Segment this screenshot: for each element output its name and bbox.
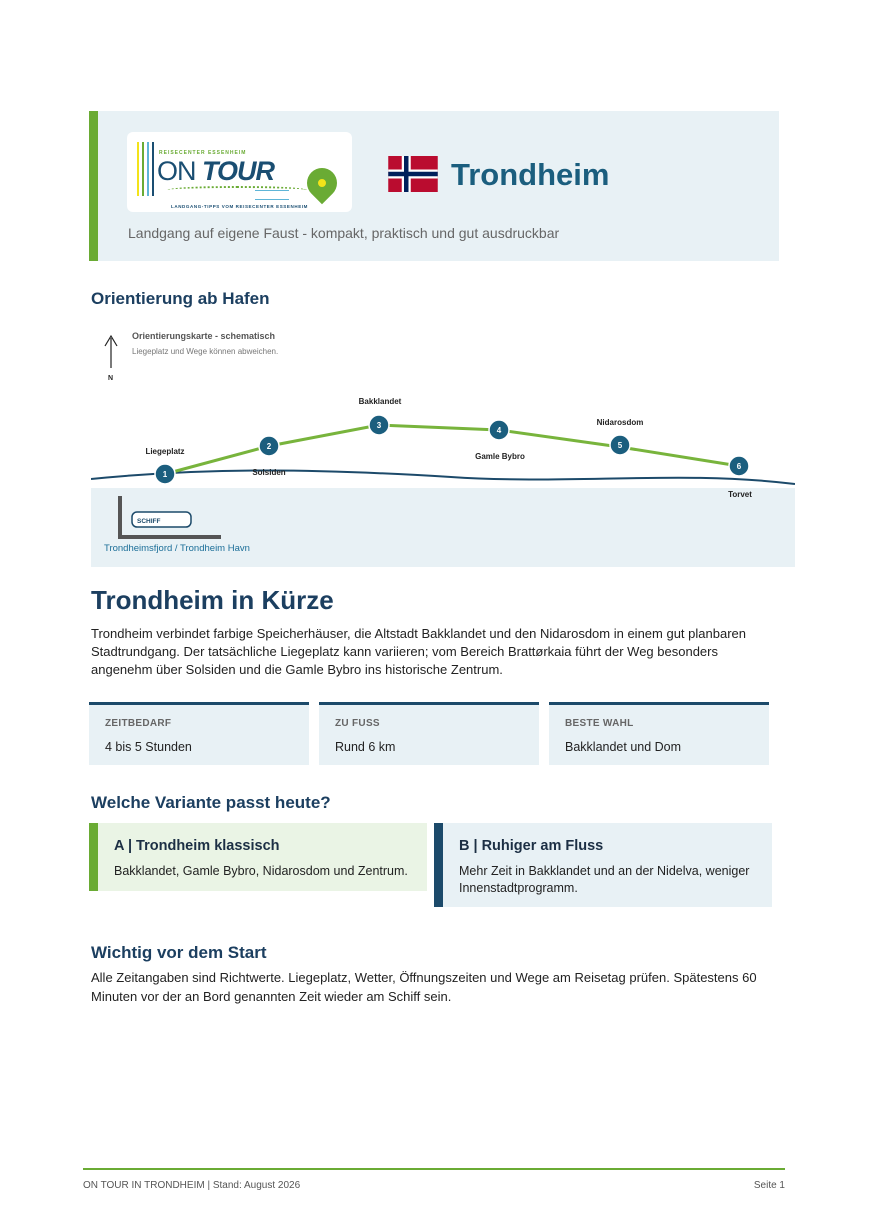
header-panel <box>89 111 779 261</box>
header-subtitle: Landgang auf eigene Faust - kompakt, praktisch und gut ausdruckbar <box>128 225 560 241</box>
stat-value: Rund 6 km <box>335 740 396 754</box>
map-stop-4 <box>489 420 509 440</box>
logo-waves <box>255 190 289 200</box>
svg-text:4: 4 <box>496 426 502 435</box>
stop-label-3: Bakklandet <box>358 397 402 406</box>
stat-value: Bakklandet und Dom <box>565 740 682 754</box>
important-heading: Wichtig vor dem Start <box>91 943 267 962</box>
stop-label-6: Torvet <box>728 490 752 499</box>
ship-label: SCHIFF <box>137 518 161 525</box>
north-label: N <box>108 375 114 382</box>
orientation-heading: Orientierung ab Hafen <box>91 289 270 308</box>
logo-stripes <box>137 142 157 196</box>
footer-left-text: ON TOUR IN TRONDHEIM | Stand: August 2026 <box>83 1180 301 1191</box>
summary-title: Trondheim in Kürze <box>91 585 334 615</box>
shoreline <box>91 471 795 485</box>
footer-divider <box>83 1168 785 1170</box>
city-title: Trondheim <box>451 157 610 192</box>
stop-label-5: Nidarosdom <box>596 418 644 427</box>
variant-card-b <box>434 823 772 907</box>
variant-text: Bakklandet, Gamle Bybro, Nidarosdom und Zentrum. <box>114 864 408 878</box>
stat-label: BESTE WAHL <box>565 718 634 729</box>
norway-flag-icon <box>385 156 441 192</box>
stat-card-distance <box>319 702 539 765</box>
logo-small-text: REISECENTER ESSENHEIM <box>159 150 247 156</box>
map-pin-icon <box>301 162 343 204</box>
variant-accent-bar <box>434 823 443 907</box>
map-stop-2 <box>259 436 279 456</box>
map-stop-6 <box>729 456 749 476</box>
variant-card-a <box>89 823 427 891</box>
stat-label: ZEITBEDARF <box>105 718 172 729</box>
svg-text:1: 1 <box>162 470 168 479</box>
walking-route <box>165 425 739 474</box>
on-tour-logo <box>127 132 352 212</box>
stat-card-time <box>89 702 309 765</box>
map-stop-3 <box>369 415 389 435</box>
variant-title: B | Ruhiger am Fluss <box>459 838 604 854</box>
orientation-map <box>91 320 795 570</box>
stop-label-2: Solsiden <box>252 468 286 477</box>
logo-sub-text: LANDGANG-TIPPS VOM REISECENTER ESSENHEIM <box>171 204 309 209</box>
summary-text: Trondheim verbindet farbige Speicherhäuser, die Altstadt Bakklandet und den Nidarosdom in einem gut planbaren Stadtrundgang. Der tatsächliche Liegeplatz kann variieren; vom Bereich Brattørkaia führt der Weg besonders angenehm über Solsiden und die Gamle Bybro ins historische Zentrum. <box>91 626 746 677</box>
water-area <box>91 488 795 567</box>
map-stop-5 <box>610 435 630 455</box>
map-stop-1 <box>155 464 175 484</box>
svg-text:5: 5 <box>617 441 623 450</box>
variant-text: Mehr Zeit in Bakklandet und an der Nidelva, weniger Innenstadtprogramm. <box>459 864 750 895</box>
north-arrow-icon <box>105 336 117 368</box>
stop-label-4: Gamle Bybro <box>475 452 525 461</box>
harbor-label: Trondheimsfjord / Trondheim Havn <box>104 543 250 554</box>
variants-heading: Welche Variante passt heute? <box>91 793 331 812</box>
header-accent-bar <box>89 111 98 261</box>
variant-accent-bar <box>89 823 98 891</box>
stop-label-1: Liegeplatz <box>145 447 185 456</box>
svg-text:6: 6 <box>736 462 742 471</box>
map-note: Liegeplatz und Wege können abweichen. <box>132 347 279 356</box>
logo-main-text: ON TOUR <box>157 156 275 186</box>
stat-label: ZU FUSS <box>335 718 380 729</box>
variant-title: A | Trondheim klassisch <box>114 838 280 854</box>
stat-card-best-choice <box>549 702 769 765</box>
map-title: Orientierungskarte - schematisch <box>132 331 276 341</box>
svg-text:3: 3 <box>376 421 382 430</box>
stat-value: 4 bis 5 Stunden <box>105 740 192 754</box>
svg-text:2: 2 <box>266 442 272 451</box>
page-number: Seite 1 <box>753 1180 785 1191</box>
important-text: Alle Zeitangaben sind Richtwerte. Liegeplatz, Wetter, Öffnungszeiten und Wege am Reisetag prüfen. Spätestens 60 Minuten vor der an Bord genannten Zeit wieder am Schiff sein. <box>91 970 757 1004</box>
